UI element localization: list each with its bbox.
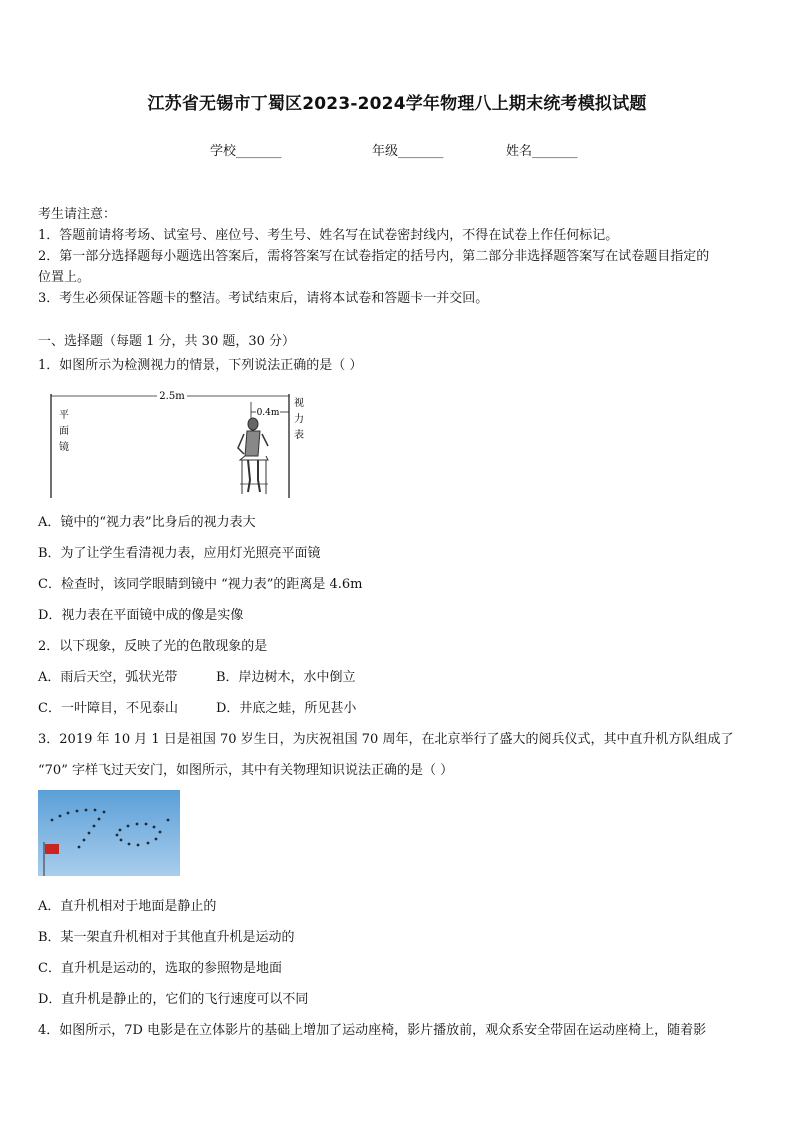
q1-option-a: A．镜中的“视力表”比身后的视力表大	[38, 515, 256, 530]
school-field: 学校_______	[210, 144, 282, 159]
question-2-stem: 2．以下现象，反映了光的色散现象的是	[38, 639, 268, 654]
notice-item-2: 2．第一部分选择题每小题选出答案后，需将答案写在试卷指定的括号内，第二部分非选择题答案写在试卷题目指定的	[38, 249, 710, 264]
red-flag-icon	[45, 844, 59, 854]
mirror-label-1: 平	[59, 410, 69, 421]
grade-field: 年级_______	[372, 144, 444, 159]
q3-option-a: A．直升机相对于地面是静止的	[38, 899, 217, 914]
page-title: 江苏省无锡市丁蜀区2023-2024学年物理八上期末统考模拟试题	[147, 94, 647, 114]
question-3-stem-1: 3．2019 年 10 月 1 日是祖国 70 岁生日，为庆祝祖国 70 周年，在北京举行了盛大的阅兵仪式，其中直升机方队组成了	[38, 732, 734, 747]
q2-option-a: A．雨后天空，弧状光带	[38, 670, 178, 685]
q3-option-c: C．直升机是运动的，选取的参照物是地面	[38, 961, 282, 976]
name-field: 姓名_______	[506, 144, 578, 159]
q1-option-b: B．为了让学生看清视力表，应用灯光照亮平面镜	[38, 546, 321, 561]
chart-label-1: 视	[294, 398, 304, 409]
section-heading: 一、选择题（每题 1 分，共 30 题，30 分）	[38, 334, 296, 349]
question-3-stem-2: “70” 字样飞过天安门，如图所示，其中有关物理知识说法正确的是（ ）	[38, 763, 454, 778]
question-1-stem: 1．如图所示为检测视力的情景，下列说法正确的是（ ）	[38, 358, 363, 373]
notice-item-2-cont: 位置上。	[38, 270, 91, 285]
dist-total-label: 2.5m	[159, 391, 185, 402]
mirror-label-2: 面	[59, 426, 69, 437]
vision-test-figure	[44, 384, 312, 502]
helicopter-formation-photo	[38, 790, 180, 876]
q2-option-b: B．岸边树木，水中倒立	[216, 670, 356, 685]
notice-item-1: 1．答题前请将考场、试室号、座位号、考生号、姓名写在试卷密封线内，不得在试卷上作任何标记。	[38, 228, 619, 243]
notice-heading: 考生请注意：	[38, 207, 117, 222]
q1-option-d: D．视力表在平面镜中成的像是实像	[38, 608, 244, 623]
q2-option-d: D．井底之蛙，所见甚小	[216, 701, 357, 716]
notice-item-3: 3．考生必须保证答题卡的整洁。考试结束后，请将本试卷和答题卡一并交回。	[38, 291, 489, 306]
q1-option-c: C．检查时，该同学眼睛到镜中 “视力表”的距离是 4.6m	[38, 577, 363, 592]
q2-option-c: C．一叶障目，不见泰山	[38, 701, 178, 716]
chart-label-2: 力	[294, 414, 304, 425]
q3-option-d: D．直升机是静止的，它们的飞行速度可以不同	[38, 992, 309, 1007]
chart-label-3: 表	[294, 430, 304, 441]
sky-background	[38, 790, 180, 876]
dist-short-label: 0.4m	[256, 408, 280, 418]
seated-student-icon	[238, 418, 268, 494]
mirror-label-3: 镜	[59, 442, 69, 453]
q3-option-b: B．某一架直升机相对于其他直升机是运动的	[38, 930, 295, 945]
question-4-stem-1: 4．如图所示，7D 电影是在立体影片的基础上增加了运动座椅，影片播放前，观众系安全带固在运动座椅上，随着影	[38, 1023, 707, 1038]
